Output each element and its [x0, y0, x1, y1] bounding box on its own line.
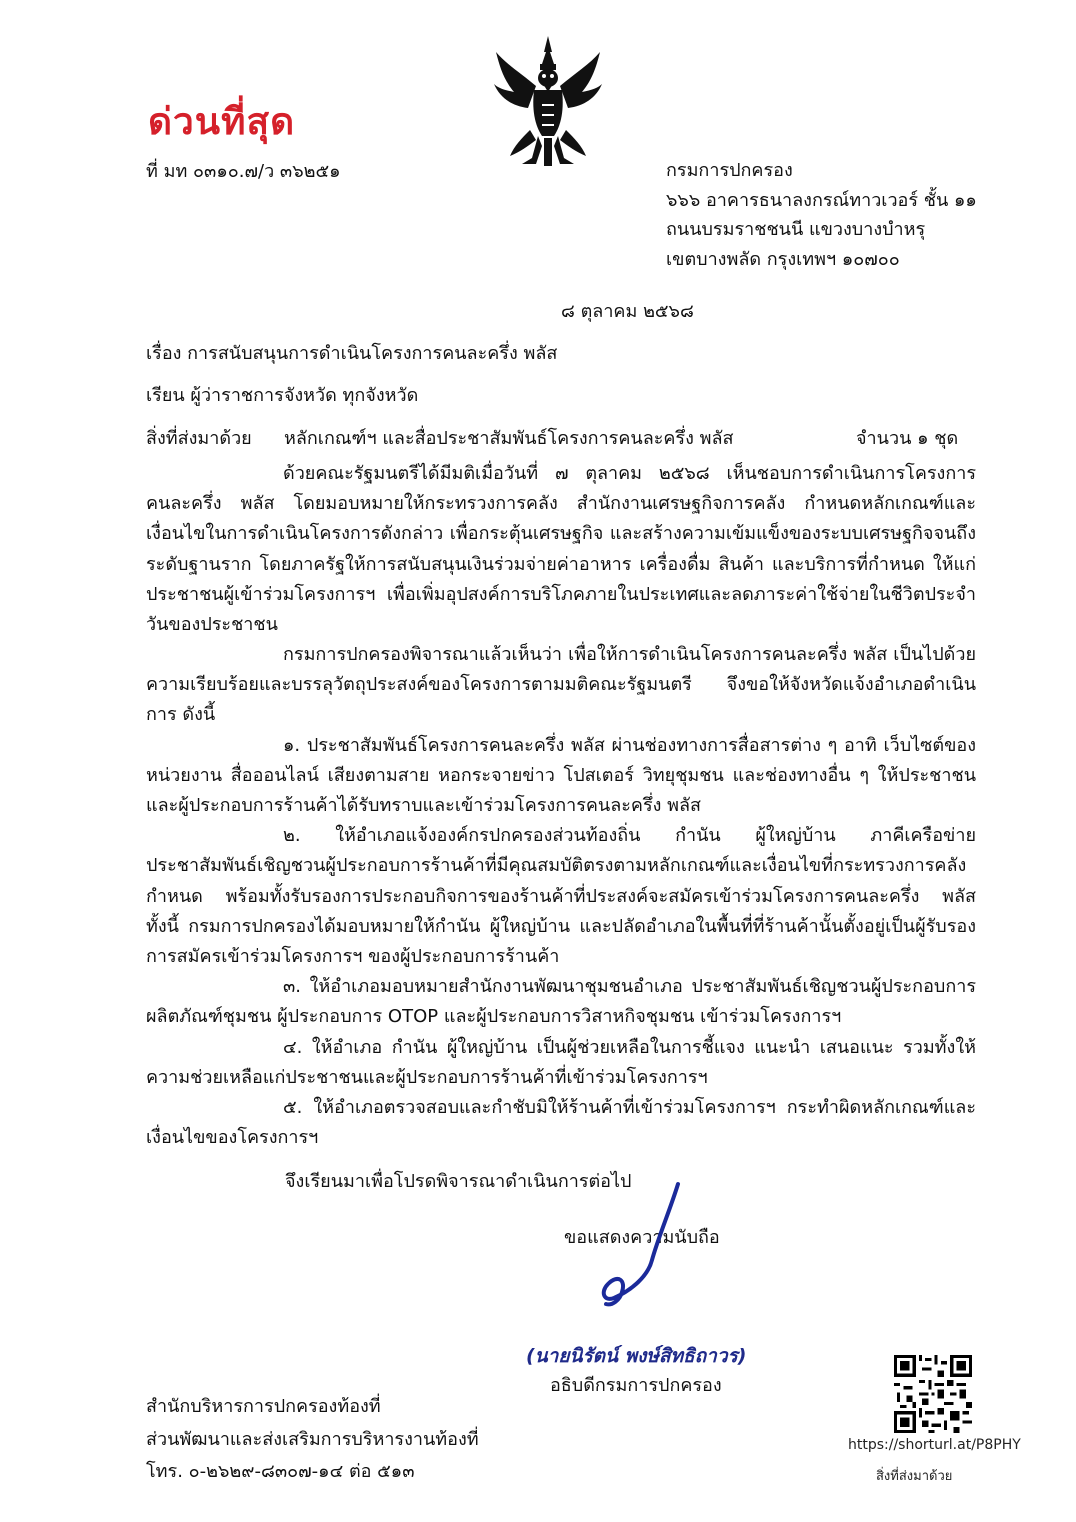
footer-contact: [146, 1391, 479, 1489]
signer-title: อธิบดีกรมการปกครอง: [550, 1375, 722, 1396]
body-paragraph-1: [146, 459, 976, 640]
garuda-emblem-icon: [492, 34, 604, 174]
address-line: เขตบางพลัด กรุงเทพฯ ๑๐๗๐๐: [666, 248, 900, 270]
footer-line: ส่วนพัฒนาและส่งเสริมการบริหารงานท้องที่: [146, 1428, 479, 1450]
closing-line: จึงเรียนมาเพื่อโปรดพิจารณาดำเนินการต่อไป: [285, 1171, 632, 1192]
footer-line: โทร. ๐-๒๖๒๙-๘๓๐๗-๑๔ ต่อ ๕๑๓: [146, 1461, 415, 1482]
reference-number: ที่ มท ๐๓๑๐.๗/ว ๓๖๒๕๑: [146, 161, 341, 182]
list-item: ๔. ให้อำเภอ กำนัน ผู้ใหญ่บ้าน เป็นผู้ช่วยเหลือในการชี้แจง แนะนำ เสนอแนะ รวมทั้งให้ความช่วยเหลือแก่ประชาชนและผู้ประกอบการร้านค้าที่เข้าร่วมโครงการฯ: [146, 1036, 976, 1088]
body-paragraph-2: [146, 640, 976, 1153]
sender-address: [666, 156, 977, 274]
regards-line: ขอแสดงความนับถือ: [564, 1227, 720, 1248]
address-line: กรมการปกครอง: [666, 160, 793, 181]
enclosure-label: สิ่งที่ส่งมาด้วย: [146, 428, 252, 449]
paragraph-text: ด้วยคณะรัฐมนตรีได้มีมติเมื่อวันที่ ๗ ตุลาคม ๒๕๖๘ เห็นชอบการดำเนินการโครงการคนละครึ่ง พลัส โดยมอบหมายให้กระทรวงการคลัง สำนักงานเศรษฐกิจการคลัง กำหนดหลักเกณฑ์และเงื่อนไขในการดำเนินโครงการดังกล่าว เพื่อกระตุ้นเศรษฐกิจ และสร้างความเข้มแข็งของระบบเศรษฐกิจจนถึงระดับฐานราก โดยภาครัฐให้การสนับสนุนเงินร่วมจ่ายค่าอาหาร เครื่องดื่ม สินค้า และบริการที่กำหนด ให้แก่ประชาชนผู้เข้าร่วมโครงการฯ เพื่อเพิ่มอุปสงค์การบริโภคภายในประเทศและลดภาระค่าใช้จ่ายในชีวิตประจำวันของประชาชน: [146, 463, 976, 636]
list-item: ๓. ให้อำเภอมอบหมายสำนักงานพัฒนาชุมชนอำเภอ ประชาสัมพันธ์เชิญชวนผู้ประกอบการผลิตภัณฑ์ชุมชน ผู้ประกอบการ OTOP และผู้ประกอบการวิสาหกิจชุมชน เข้าร่วมโครงการฯ: [146, 976, 976, 1028]
enclosure-text: หลักเกณฑ์ฯ และสื่อประชาสัมพันธ์โครงการคนละครึ่ง พลัส: [284, 428, 734, 449]
handwritten-signature-icon: [592, 1180, 692, 1310]
footer-line: สำนักบริหารการปกครองท้องที่: [146, 1396, 381, 1417]
list-item: ๕. ให้อำเภอตรวจสอบและกำชับมิให้ร้านค้าที่เข้าร่วมโครงการฯ กระทำผิดหลักเกณฑ์และเงื่อนไขของโครงการฯ: [146, 1097, 976, 1149]
signer-name: (นายนิรัตน์ พงษ์สิทธิถาวร): [526, 1345, 747, 1367]
salutation-line: เรียน ผู้ว่าราชการจังหวัด ทุกจังหวัด: [146, 385, 419, 406]
qr-code-icon: [894, 1355, 972, 1433]
paragraph-text: กรมการปกครองพิจารณาแล้วเห็นว่า เพื่อให้การดำเนินโครงการคนละครึ่ง พลัส เป็นไปด้วยความเรียบร้อยและบรรลุวัตถุประสงค์ของโครงการตามมติคณะรัฐมนตรี จึงขอให้จังหวัดแจ้งอำเภอดำเนินการ ดังนี้: [146, 644, 976, 726]
subject-line: เรื่อง การสนับสนุนการดำเนินโครงการคนละครึ่ง พลัส: [146, 343, 558, 364]
qr-caption: สิ่งที่ส่งมาด้วย: [876, 1469, 953, 1484]
list-item: ๒. ให้อำเภอแจ้งองค์กรปกครองส่วนท้องถิ่น กำนัน ผู้ใหญ่บ้าน ภาคีเครือข่าย ประชาสัมพันธ์เชิญชวนผู้ประกอบการร้านค้าที่มีคุณสมบัติตรงตามหลักเกณฑ์และเงื่อนไขที่กระทรวงการคลังกำหนด พร้อมทั้งรับรองการประกอบกิจการของร้านค้าที่ประสงค์จะสมัครเข้าร่วมโครงการคนละครึ่ง พลัส ทั้งนี้ กรมการปกครองได้มอบหมายให้กำนัน ผู้ใหญ่บ้าน และปลัดอำเภอในพื้นที่ที่ร้านค้านั้นตั้งอยู่เป็นผู้รับรองการสมัครเข้าร่วมโครงการฯ ของผู้ประกอบการร้านค้า: [146, 825, 976, 968]
address-line: ๖๖๖ อาคารธนาลงกรณ์ทาวเวอร์ ชั้น ๑๑: [666, 189, 977, 211]
document-date: ๘ ตุลาคม ๒๕๖๘: [561, 301, 694, 322]
address-line: ถนนบรมราชชนนี แขวงบางบำหรุ: [666, 219, 926, 240]
qr-url: https://shorturl.at/P8PHY: [848, 1437, 1021, 1453]
enclosure-quantity: จำนวน ๑ ชุด: [856, 428, 959, 449]
urgency-label: ด่วนที่สุด: [148, 100, 296, 143]
list-item: ๑. ประชาสัมพันธ์โครงการคนละครึ่ง พลัส ผ่านช่องทางการสื่อสารต่าง ๆ อาทิ เว็บไซต์ของหน่วยงาน สื่อออนไลน์ เสียงตามสาย หอกระจายข่าว โปสเตอร์ วิทยุชุมชน และช่องทางอื่น ๆ ให้ประชาชนและผู้ประกอบการร้านค้าได้รับทราบและเข้าร่วมโครงการคนละครึ่ง พลัส: [146, 734, 976, 817]
